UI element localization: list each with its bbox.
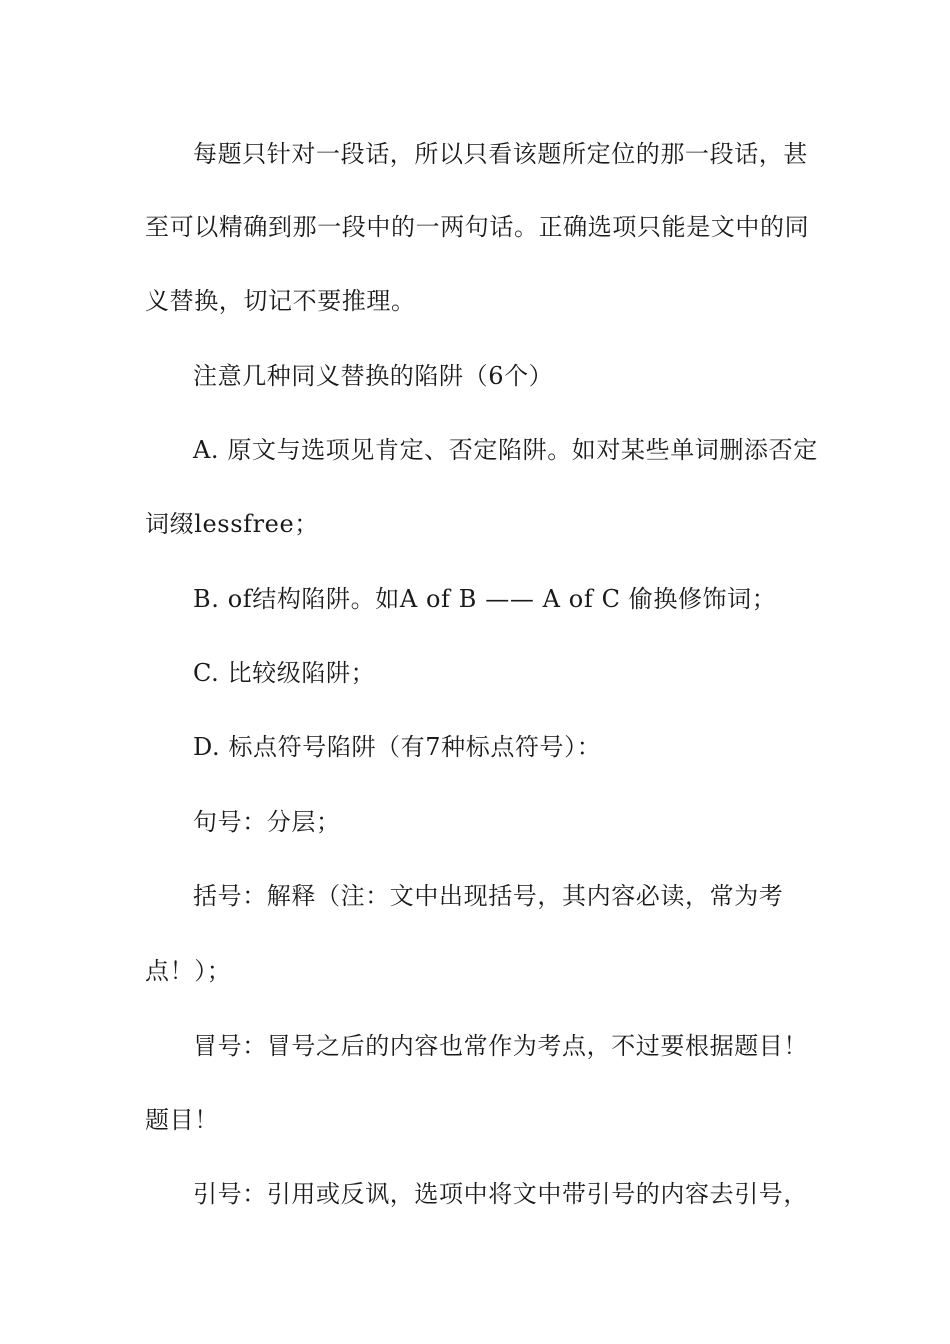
colon-note-line-2: 题目！ xyxy=(145,1106,219,1134)
item-c: C. 比较级陷阱； xyxy=(193,659,376,687)
bracket-note-line-1: 括号：解释（注：文中出现括号，其内容必读，常为考 xyxy=(193,882,784,910)
paragraph-1-line-2: 至可以精确到那一段中的一两句话。正确选项只能是文中的同 xyxy=(145,213,810,241)
bracket-note-line-2: 点！）； xyxy=(145,957,232,985)
item-d: D. 标点符号陷阱（有7种标点符号）： xyxy=(193,733,602,761)
paragraph-1-line-1: 每题只针对一段话，所以只看该题所定位的那一段话，甚 xyxy=(193,140,808,168)
paragraph-1-line-3: 义替换，切记不要推理。 xyxy=(145,287,416,315)
section-heading: 注意几种同义替换的陷阱（6个） xyxy=(193,362,554,390)
quote-note-line-1: 引号：引用或反讽，选项中将文中带引号的内容去引号， xyxy=(193,1180,808,1208)
item-a-line-2: 词缀lessfree； xyxy=(145,510,319,538)
period-note: 句号：分层； xyxy=(193,808,341,836)
colon-note-line-1: 冒号：冒号之后的内容也常作为考点，不过要根据题目！ xyxy=(193,1032,808,1060)
item-a-line-1: A. 原文与选项见肯定、否定陷阱。如对某些单词删添否定 xyxy=(193,436,818,464)
item-b: B. of结构陷阱。如A of B —— A of C 偷换修饰词； xyxy=(193,585,777,613)
